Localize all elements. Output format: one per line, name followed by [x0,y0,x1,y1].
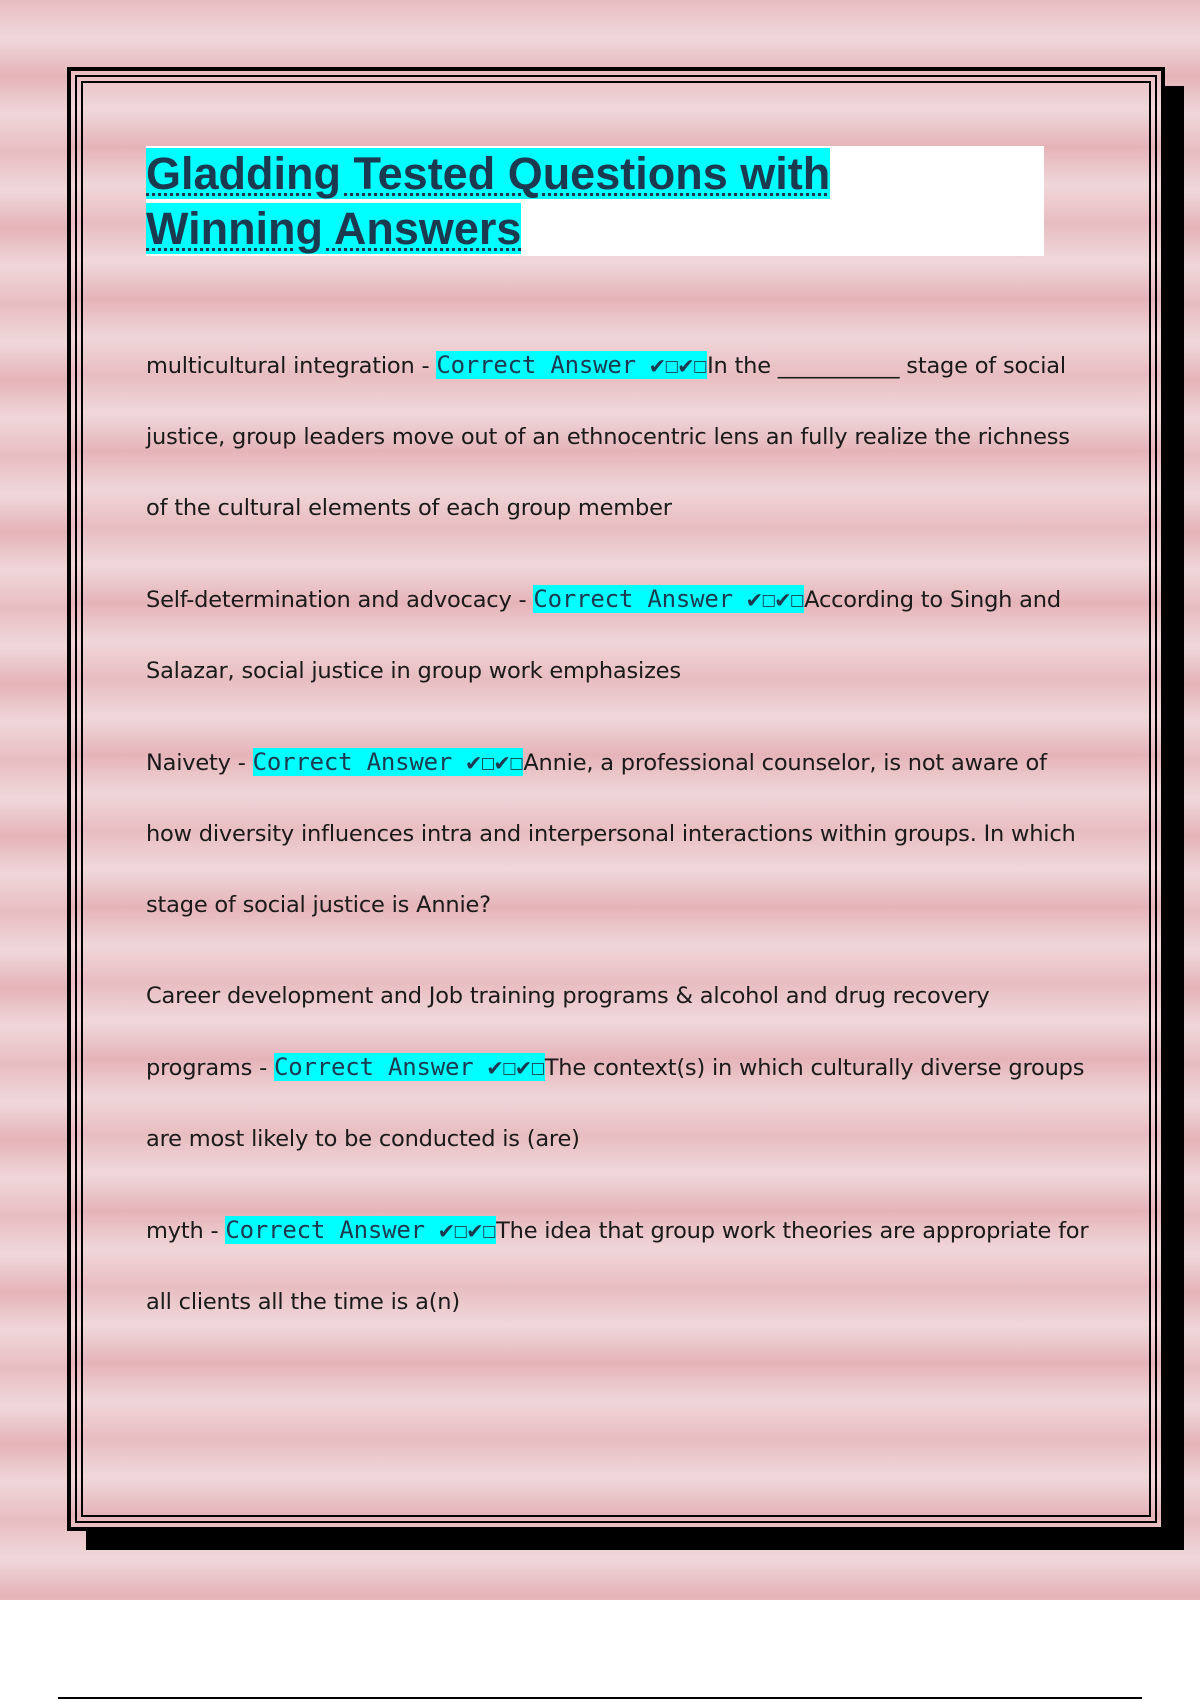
correct-answer-label: Correct Answer ✔☐✔☐ [225,1216,497,1244]
qa-question: Annie, a professional counselor, is not aware of how diversity influences intra and interpersonal interactions within groups. In which stage of social justice is Annie? [146,750,1076,918]
qa-item [146,961,1096,1175]
qa-item [146,1195,1096,1338]
qa-question: According to Singh and Salazar, social justice in group work emphasizes [146,587,1061,684]
correct-answer-label: Correct Answer ✔☐✔☐ [436,351,708,379]
document-title [146,146,906,256]
qa-item [146,330,1096,544]
document-title-text: Gladding Tested Questions with Winning Answers [146,148,831,254]
correct-answer-label: Correct Answer ✔☐✔☐ [533,585,805,613]
qa-term: Self-determination and advocacy - [146,587,534,613]
correct-answer-label: Correct Answer ✔☐✔☐ [274,1053,545,1081]
question-list [146,330,1096,1358]
qa-question: The idea that group work theories are appropriate for all clients all the time is a(n) [146,1218,1089,1315]
correct-answer-label: Correct Answer ✔☐✔☐ [252,748,524,776]
qa-item [146,727,1096,941]
qa-term: myth - [146,1218,226,1244]
qa-term: Naivety - [146,750,253,776]
qa-question: The context(s) in which culturally diverse groups are most likely to be conducted is (are) [146,1055,1085,1152]
qa-term: multicultural integration - [146,353,437,379]
qa-term: Career development and Job training programs & alcohol and drug recovery programs - [146,983,990,1081]
qa-question: In the ___________ stage of social justice, group leaders move out of an ethnocentric lens an fully realize the richness of the cultural elements of each group member [146,353,1070,521]
footer-rule [58,1697,1142,1699]
qa-item [146,564,1096,707]
